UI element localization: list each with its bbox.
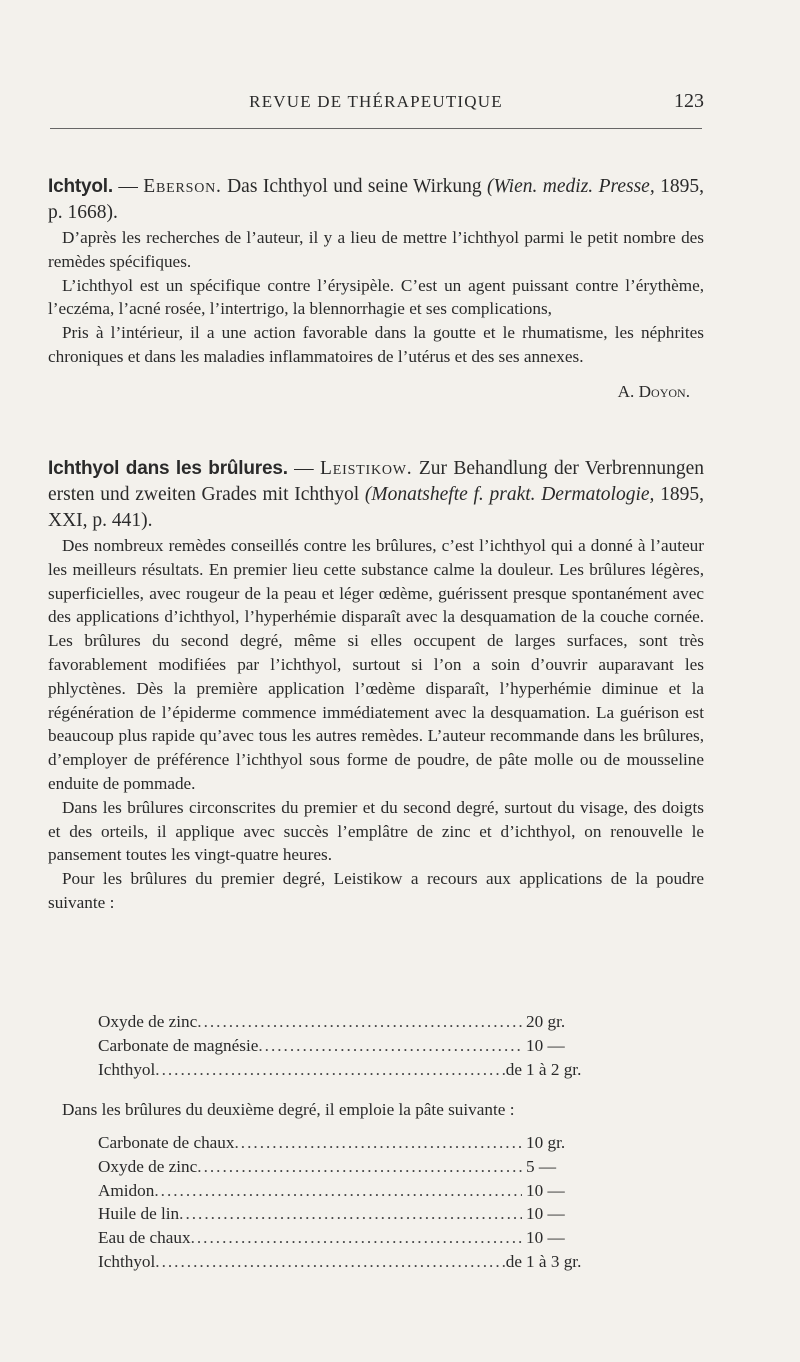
dot-leader xyxy=(258,1034,522,1058)
article-source-details: 1895, p. 1668). xyxy=(48,176,705,223)
paragraph: Pris à l’intérieur, il a une action favorable dans la goutte et le rhumatisme, les néphrites chroniques et dans les maladies inflammatoires de l’utérus et des ses annexes. xyxy=(48,323,704,366)
recipe-row xyxy=(98,1155,618,1179)
recipe-row xyxy=(98,1010,618,1034)
ingredient-prefix: de xyxy=(505,1059,522,1079)
recipe-paste-intro: Dans les brûlures du deuxième degré, il emploie la pâte suivante : xyxy=(62,1100,515,1119)
title-dash: — xyxy=(287,458,321,479)
article-author: Eberson. xyxy=(143,176,222,197)
recipe-row xyxy=(98,1058,618,1082)
ingredient-name: Amidon xyxy=(98,1180,155,1200)
recipe-powder xyxy=(98,1010,618,1081)
recipe-row xyxy=(98,1131,618,1155)
ingredient-quantity: 20 gr. xyxy=(526,1012,566,1031)
dot-leader xyxy=(197,1155,522,1179)
article-author: Leistikow. xyxy=(320,458,413,479)
dot-leader xyxy=(191,1226,522,1250)
recipe-paste xyxy=(98,1131,618,1274)
article-source: (Monatshefte f. prakt. Dermatologie, xyxy=(364,484,655,505)
ingredient-quantity: 10 — xyxy=(526,1035,565,1055)
ingredient-quantity: 1 à 3 gr. xyxy=(526,1251,582,1271)
recipe-row xyxy=(98,1250,618,1274)
article-title xyxy=(48,456,704,534)
ingredient-name: Ichthyol xyxy=(98,1059,156,1079)
ingredient-quantity: 5 — xyxy=(526,1156,557,1176)
article-ichtyol xyxy=(48,174,704,404)
title-dash: — xyxy=(112,176,144,197)
paragraph: Pour les brûlures du premier degré, Leistikow a recours aux applications de la poudre suivante : xyxy=(48,869,704,912)
ingredient-quantity: 10 — xyxy=(526,1204,565,1224)
dot-leader xyxy=(155,1058,505,1082)
recipe-row xyxy=(98,1202,618,1226)
ingredient-prefix: de xyxy=(505,1251,522,1271)
dot-leader xyxy=(155,1250,505,1274)
article-title-text: Zur Behandlung der Verbrennungen ersten und zweiten Grades mit Ichthyol xyxy=(48,458,705,505)
signature xyxy=(48,380,704,404)
paragraph: D’après les recherches de l’auteur, il y a lieu de mettre l’ichthyol parmi le petit nombre des remèdes spécifiques. xyxy=(48,228,704,271)
article-title xyxy=(48,174,704,226)
running-title: REVUE DE THÉRAPEUTIQUE xyxy=(249,92,503,111)
ingredient-name: Eau de chaux xyxy=(98,1228,191,1248)
article-source: (Wien. mediz. Presse, xyxy=(487,176,655,197)
ingredient-name: Carbonate de chaux xyxy=(98,1133,235,1152)
ingredient-name: Ichthyol xyxy=(98,1251,156,1271)
signature-name: A. Doyon. xyxy=(617,381,690,401)
ingredient-name: Oxyde de zinc xyxy=(98,1156,198,1176)
header-rule xyxy=(50,128,702,129)
dot-leader xyxy=(235,1131,523,1155)
dot-leader xyxy=(197,1010,522,1034)
page-number: 123 xyxy=(674,90,704,112)
paragraph: L’ichthyol est un spécifique contre l’érysipèle. C’est un agent puissant contre l’érythème, l’eczéma, l’acné rosée, l’intertrigo, la blennorrhagie et ses complications, xyxy=(48,275,704,319)
dot-leader xyxy=(154,1179,522,1203)
ingredient-quantity: 10 — xyxy=(526,1228,565,1248)
ingredient-name: Carbonate de magnésie xyxy=(98,1035,259,1055)
paragraph: Des nombreux remèdes conseillés contre les brûlures, c’est l’ichthyol qui a donné à l’auteur les meilleurs résultats. En premier lieu cette substance calme la douleur. Les brûlures légères, superficielles, avec rougeur de la peau et léger œdème, guérissent presque spontanément avec des applications d’ichthyol, l’hyperhémie disparaît avec la desquamation de la couche cornée. Les brûlures du second degré, même si elles occupent de larges surfaces, sont très favorablement modifiées par l’ichthyol, surtout si l’on a soin d’ouvrir auparavant les phlyctènes. Dès la première application l’œdème disparaît, l’hyperhémie diminue et la régénération de l’épiderme commence immédiatement avec la desquamation. La guérison est beaucoup plus rapide qu’avec tous les autres remèdes. L’auteur recommande dans les brûlures, d’employer de préférence l’ichthyol sous forme de poudre, de pâte molle ou de mousseline enduite de pommade. xyxy=(48,536,704,793)
ingredient-name: Oxyde de zinc xyxy=(98,1012,198,1031)
ingredient-quantity: 10 gr. xyxy=(526,1133,566,1152)
recipe-row xyxy=(98,1034,618,1058)
running-head xyxy=(48,88,704,116)
article-keyword: Ichthyol dans les brûlures. xyxy=(48,458,288,479)
paragraph: Dans les brûlures circonscrites du premier et du second degré, surtout du visage, des doigts et des orteils, il applique avec succès l’emplâtre de zinc et d’ichthyol, on renouvelle le pansement toutes les vingt-quatre heures. xyxy=(48,797,704,865)
article-keyword: Ichtyol. xyxy=(48,176,113,197)
recipe-row xyxy=(98,1179,618,1203)
ingredient-quantity: 10 — xyxy=(526,1180,565,1200)
article-ichthyol-brulures xyxy=(48,456,704,915)
recipe-row xyxy=(98,1226,618,1250)
ingredient-name: Huile de lin xyxy=(98,1204,180,1224)
article-title-text: Das Ichthyol und seine Wirkung xyxy=(221,176,488,197)
dot-leader xyxy=(179,1202,522,1226)
ingredient-quantity: 1 à 2 gr. xyxy=(526,1059,582,1079)
article-source-details: 1895, XXI, p. 441). xyxy=(48,484,705,531)
